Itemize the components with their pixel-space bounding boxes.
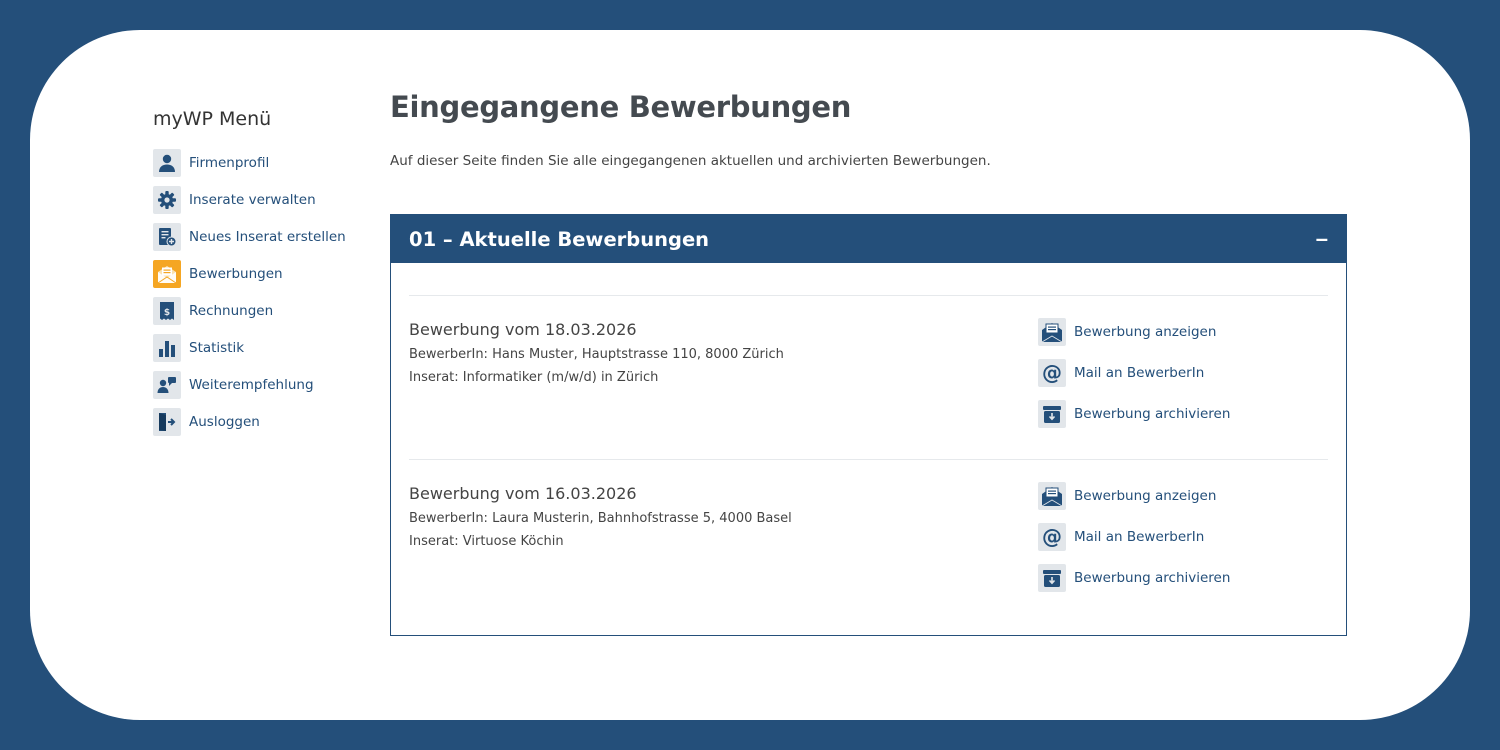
- sidebar-item-firmenprofil[interactable]: [153, 144, 373, 181]
- action-label: Bewerbung archivieren: [1074, 570, 1231, 586]
- archive-application-button[interactable]: [1038, 400, 1328, 428]
- application-title: Bewerbung vom 18.03.2026: [409, 320, 637, 339]
- svg-text:@: @: [1042, 362, 1062, 384]
- view-application-button[interactable]: [1038, 482, 1328, 510]
- applicant-details: BewerberIn: Hans Muster, Hauptstrasse 110, 8000 Zürich: [409, 347, 784, 362]
- page-title: Eingegangene Bewerbungen: [390, 90, 852, 124]
- at-sign-icon: [1038, 523, 1066, 551]
- logout-door-icon: [153, 408, 181, 436]
- sidebar-item-label: Weiterempfehlung: [189, 376, 314, 393]
- sidebar-item-label: Ausloggen: [189, 413, 260, 430]
- action-label: Mail an BewerberIn: [1074, 365, 1205, 381]
- panel-header[interactable]: [391, 215, 1346, 263]
- application-actions: [1038, 318, 1328, 459]
- sidebar-item-label: Inserate verwalten: [189, 191, 316, 208]
- at-sign-icon: [1038, 359, 1066, 387]
- sidebar-title: myWP Menü: [153, 108, 272, 130]
- action-label: Bewerbung archivieren: [1074, 406, 1231, 422]
- user-icon: [153, 149, 181, 177]
- sidebar-item-neues-inserat[interactable]: [153, 218, 373, 255]
- mail-applicant-button[interactable]: [1038, 359, 1328, 387]
- action-label: Mail an BewerberIn: [1074, 529, 1205, 545]
- panel-body: [391, 263, 1346, 635]
- sidebar-item-rechnungen[interactable]: [153, 292, 373, 329]
- sidebar-item-bewerbungen[interactable]: [153, 255, 373, 292]
- page-frame: [30, 30, 1470, 720]
- new-listing-icon: [153, 223, 181, 251]
- gear-icon: [153, 186, 181, 214]
- archive-box-icon: [1038, 564, 1066, 592]
- current-applications-panel: [390, 214, 1347, 636]
- application-title: Bewerbung vom 16.03.2026: [409, 484, 637, 503]
- envelope-open-icon: [153, 260, 181, 288]
- sidebar-item-label: Bewerbungen: [189, 265, 283, 282]
- application-item: [409, 295, 1328, 459]
- application-info: [409, 482, 792, 623]
- listing-details: Inserat: Informatiker (m/w/d) in Zürich: [409, 370, 659, 385]
- applicant-details: BewerberIn: Laura Musterin, Bahnhofstrasse 5, 4000 Basel: [409, 511, 792, 526]
- sidebar-item-weiterempfehlung[interactable]: [153, 366, 373, 403]
- sidebar-item-label: Rechnungen: [189, 302, 274, 319]
- svg-text:@: @: [1042, 526, 1062, 548]
- panel-title: 01 – Aktuelle Bewerbungen: [409, 227, 710, 251]
- archive-box-icon: [1038, 400, 1066, 428]
- sidebar-item-statistik[interactable]: [153, 329, 373, 366]
- invoice-icon: [153, 297, 181, 325]
- archive-application-button[interactable]: [1038, 564, 1328, 592]
- sidebar-item-inserate-verwalten[interactable]: [153, 181, 373, 218]
- sidebar-menu: [153, 108, 373, 440]
- sidebar-item-label: Neues Inserat erstellen: [189, 228, 346, 245]
- bar-chart-icon: [153, 334, 181, 362]
- sidebar-item-label: Statistik: [189, 339, 245, 356]
- view-application-button[interactable]: [1038, 318, 1328, 346]
- listing-details: Inserat: Virtuose Köchin: [409, 534, 564, 549]
- svg-text:$: $: [163, 307, 171, 318]
- collapse-icon[interactable]: –: [1315, 226, 1328, 251]
- application-item: [409, 459, 1328, 623]
- referral-icon: [153, 371, 181, 399]
- envelope-open-icon: [1038, 482, 1066, 510]
- sidebar-item-label: Firmenprofil: [189, 154, 270, 171]
- application-actions: [1038, 482, 1328, 623]
- envelope-open-icon: [1038, 318, 1066, 346]
- action-label: Bewerbung anzeigen: [1074, 324, 1217, 340]
- application-info: [409, 318, 784, 459]
- action-label: Bewerbung anzeigen: [1074, 488, 1217, 504]
- page-intro: Auf dieser Seite finden Sie alle eingegangenen aktuellen und archivierten Bewerbungen.: [390, 153, 991, 169]
- sidebar-item-ausloggen[interactable]: [153, 403, 373, 440]
- main-content: [390, 90, 1347, 636]
- mail-applicant-button[interactable]: [1038, 523, 1328, 551]
